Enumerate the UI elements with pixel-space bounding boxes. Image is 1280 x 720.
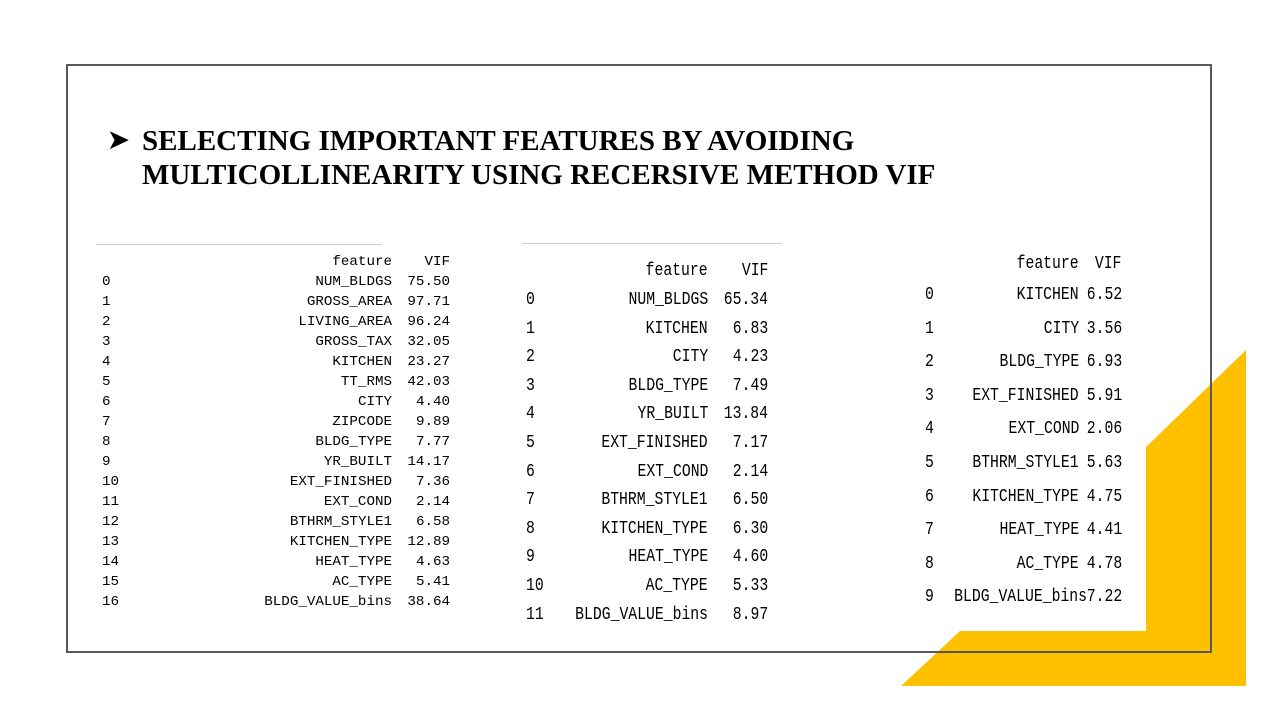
feature-cell (526, 290, 708, 310)
feature-cell-text: BLDG_VALUE_bins (954, 587, 1088, 608)
feature-cell (102, 294, 392, 310)
feature-cell-text: AC_TYPE (332, 574, 392, 590)
vif-cell-text: 2.06 (1086, 419, 1123, 440)
vif-cell-text: VIF (741, 261, 768, 281)
vif-cell (392, 394, 450, 410)
feature-cell (102, 414, 392, 430)
vif-cell (708, 576, 768, 596)
vif-cell (392, 574, 450, 590)
row-index-text: 5 (102, 374, 111, 390)
feature-cell-text: feature (645, 261, 708, 281)
vif-cell-text: 13.84 (723, 404, 768, 425)
vif-cell-text: 5.33 (732, 576, 768, 596)
vif-cell (708, 261, 768, 281)
feature-cell (102, 274, 392, 290)
vif-cell-text: 5.91 (1086, 385, 1123, 406)
row-index-text: 2 (102, 314, 111, 330)
feature-cell-text: BLDG_VALUE_bins (264, 594, 392, 610)
feature-cell-text: ZIPCODE (332, 414, 392, 430)
feature-cell (102, 254, 392, 270)
feature-cell-text: AC_TYPE (1016, 553, 1079, 574)
vif-cell (1079, 487, 1121, 507)
vif-cell-text: 6.30 (732, 518, 768, 539)
vif-cell-text: 6.58 (415, 514, 450, 530)
row-index-text: 2 (925, 352, 934, 373)
vif-cell-text: 3.56 (1086, 318, 1123, 339)
feature-cell-text: BLDG_TYPE (315, 434, 392, 450)
feature-cell-text: AC_TYPE (645, 576, 708, 596)
row-index-text: 0 (526, 290, 535, 310)
vif-cell (1079, 285, 1121, 305)
feature-cell (102, 554, 392, 570)
feature-cell (925, 386, 1079, 406)
vif-cell-text: 7.36 (415, 474, 450, 490)
slide-heading (108, 124, 1108, 192)
vif-cell-text: 9.89 (415, 414, 450, 430)
table-2-divider (522, 243, 782, 244)
table-1-divider (96, 244, 382, 245)
feature-cell (102, 394, 392, 410)
vif-cell-text: 4.40 (415, 394, 450, 410)
feature-cell-text: KITCHEN (332, 354, 392, 370)
feature-cell-text: NUM_BLDGS (315, 274, 392, 290)
vif-cell-text: 38.64 (407, 594, 450, 610)
vif-cell (1079, 587, 1121, 607)
row-index-text: 6 (102, 394, 111, 410)
row-index-text: 11 (526, 604, 544, 625)
row-index-text: 8 (526, 518, 535, 539)
row-index-text: 14 (102, 554, 120, 570)
feature-cell (526, 319, 708, 339)
feature-cell (102, 494, 392, 510)
row-index-text: 1 (526, 318, 535, 339)
row-index-text: 3 (526, 375, 535, 396)
vif-cell (1079, 419, 1121, 439)
vif-cell-text: 6.83 (732, 318, 768, 339)
feature-cell (925, 520, 1079, 540)
vif-cell-text: 7.17 (732, 433, 768, 453)
vif-cell (708, 605, 768, 625)
feature-cell-text: feature (1016, 254, 1079, 274)
feature-cell-text: HEAT_TYPE (628, 547, 708, 568)
vif-cell-text: 32.05 (407, 334, 450, 350)
feature-cell-text: NUM_BLDGS (628, 290, 708, 310)
feature-cell (925, 319, 1079, 339)
row-index-text: 5 (925, 453, 934, 473)
vif-cell-text: 8.97 (732, 604, 768, 625)
row-index-text: 3 (102, 334, 111, 350)
feature-cell-text: CITY (672, 347, 708, 368)
vif-cell (392, 274, 450, 290)
feature-cell-text: KITCHEN (1016, 285, 1079, 305)
vif-cell (1079, 352, 1121, 372)
vif-cell (708, 462, 768, 482)
feature-cell (102, 574, 392, 590)
feature-cell-text: CITY (1043, 318, 1079, 339)
feature-cell (526, 404, 708, 424)
row-index-text: 8 (102, 434, 111, 450)
feature-cell (102, 354, 392, 370)
vif-cell-text: 6.50 (732, 490, 768, 511)
vif-cell (1079, 319, 1121, 339)
feature-cell (102, 534, 392, 550)
row-index-text: 7 (102, 414, 111, 430)
row-index-text: 9 (102, 454, 111, 470)
feature-cell (925, 352, 1079, 372)
row-index-text: 2 (526, 347, 535, 368)
vif-cell (392, 474, 450, 490)
feature-cell (526, 433, 708, 453)
feature-cell (925, 254, 1079, 274)
vif-cell (392, 434, 450, 450)
vif-cell (392, 354, 450, 370)
row-index-text: 12 (102, 514, 120, 530)
vif-cell-text: 4.41 (1086, 520, 1123, 541)
feature-cell (102, 314, 392, 330)
vif-cell (392, 254, 450, 270)
row-index-text: 3 (925, 385, 934, 406)
feature-cell-text: GROSS_AREA (306, 294, 392, 310)
vif-cell-text: 97.71 (407, 294, 450, 310)
row-index-text: 4 (925, 419, 934, 440)
vif-cell (392, 294, 450, 310)
heading-line-2: MULTICOLLINEARITY USING RECERSIVE METHOD VIF (142, 159, 936, 191)
vif-cell-text: 75.50 (407, 274, 450, 290)
feature-cell-text: EXT_COND (323, 494, 392, 510)
row-index-text: 13 (102, 534, 120, 550)
feature-cell (526, 547, 708, 567)
row-index-text: 6 (925, 486, 934, 507)
vif-cell (1079, 520, 1121, 540)
vif-cell-text: 2.14 (415, 494, 450, 510)
vif-cell-text: 4.63 (415, 554, 450, 570)
row-index-text: 0 (102, 274, 111, 290)
vif-cell (392, 534, 450, 550)
feature-cell (526, 462, 708, 482)
row-index-text: 9 (526, 547, 535, 568)
row-index-text: 4 (102, 354, 111, 370)
row-index-text: 9 (925, 587, 934, 608)
row-index-text: 0 (925, 285, 934, 305)
row-index-text: 7 (526, 490, 535, 511)
feature-cell (102, 514, 392, 530)
feature-cell (102, 474, 392, 490)
vif-cell-text: 4.60 (732, 547, 768, 568)
vif-cell (708, 547, 768, 567)
vif-cell (392, 314, 450, 330)
feature-cell (102, 434, 392, 450)
feature-cell-text: BTHRM_STYLE1 (289, 514, 392, 530)
feature-cell (925, 419, 1079, 439)
vif-cell (392, 334, 450, 350)
vif-cell-text: 4.75 (1086, 486, 1123, 507)
vif-cell (392, 594, 450, 610)
row-index-text: 4 (526, 404, 535, 425)
feature-cell-text: KITCHEN_TYPE (972, 486, 1079, 507)
feature-cell (102, 334, 392, 350)
feature-cell (925, 587, 1088, 608)
vif-cell-text: 4.78 (1086, 553, 1123, 574)
vif-cell-text: 7.22 (1086, 587, 1123, 608)
vif-cell-text: 5.63 (1086, 453, 1123, 473)
row-index-text: 5 (526, 433, 535, 453)
vif-cell-text: VIF (1094, 254, 1121, 274)
feature-cell-text: KITCHEN_TYPE (289, 534, 392, 550)
vif-cell-text: 4.23 (732, 347, 768, 368)
vif-cell (1079, 254, 1121, 274)
row-index-text: 1 (925, 318, 934, 339)
vif-cell (708, 490, 768, 510)
row-index-text: 15 (102, 574, 120, 590)
feature-cell-text: EXT_COND (1008, 419, 1079, 440)
vif-cell (708, 376, 768, 396)
row-index-text: 16 (102, 594, 120, 610)
vif-cell-text: VIF (424, 254, 450, 270)
feature-cell (102, 454, 392, 470)
heading-line-1: SELECTING IMPORTANT FEATURES BY AVOIDING (142, 125, 855, 157)
row-index-text: 11 (102, 494, 120, 510)
feature-cell (925, 487, 1079, 507)
row-index-text: 10 (526, 576, 544, 596)
feature-cell-text: feature (332, 254, 392, 270)
vif-cell-text: 23.27 (407, 354, 450, 370)
vif-cell-text: 2.14 (732, 461, 768, 482)
vif-cell (708, 433, 768, 453)
vif-cell (708, 319, 768, 339)
vif-cell-text: 5.41 (415, 574, 450, 590)
feature-cell-text: KITCHEN_TYPE (601, 518, 708, 539)
feature-cell (925, 554, 1079, 574)
feature-cell (526, 605, 708, 625)
vif-cell-text: 65.34 (723, 290, 768, 310)
vif-cell-text: 6.52 (1086, 285, 1123, 305)
vif-cell (392, 494, 450, 510)
vif-cell-text: 96.24 (407, 314, 450, 330)
row-index-text: 1 (102, 294, 111, 310)
row-index-text: 10 (102, 474, 120, 490)
feature-cell (526, 376, 708, 396)
feature-cell-text: HEAT_TYPE (315, 554, 392, 570)
row-index-text: 7 (925, 520, 934, 541)
feature-cell (526, 347, 708, 367)
feature-cell-text: HEAT_TYPE (999, 520, 1079, 541)
vif-cell (1079, 453, 1121, 473)
vif-cell (392, 514, 450, 530)
vif-cell (392, 454, 450, 470)
feature-cell (526, 261, 708, 281)
feature-cell (526, 490, 708, 510)
feature-cell (925, 285, 1079, 305)
feature-cell (102, 374, 392, 390)
feature-cell-text: EXT_FINISHED (289, 474, 392, 490)
feature-cell-text: EXT_FINISHED (601, 433, 708, 453)
feature-cell-text: BLDG_VALUE_bins (575, 604, 708, 625)
vif-cell-text: 7.49 (732, 375, 768, 396)
feature-cell (925, 453, 1079, 473)
feature-cell-text: BTHRM_STYLE1 (601, 490, 708, 511)
vif-cell (708, 404, 768, 424)
feature-cell (102, 594, 392, 610)
row-index-text: 8 (925, 553, 934, 574)
feature-cell-text: LIVING_AREA (298, 314, 392, 330)
vif-cell-text: 7.77 (415, 434, 450, 450)
feature-cell-text: BLDG_TYPE (628, 375, 708, 396)
vif-cell-text: 6.93 (1086, 352, 1123, 373)
vif-cell (392, 414, 450, 430)
vif-cell-text: 12.89 (407, 534, 450, 550)
feature-cell-text: TT_RMS (340, 374, 392, 390)
row-index-text: 6 (526, 461, 535, 482)
feature-cell-text: CITY (357, 394, 392, 410)
feature-cell-text: BLDG_TYPE (999, 352, 1079, 373)
vif-cell (392, 554, 450, 570)
vif-cell (1079, 554, 1121, 574)
vif-cell (708, 290, 768, 310)
arrow-bullet-icon: ➤ (108, 127, 129, 154)
feature-cell-text: GROSS_TAX (315, 334, 392, 350)
vif-cell (708, 519, 768, 539)
vif-cell-text: 14.17 (407, 454, 450, 470)
feature-cell-text: BTHRM_STYLE1 (972, 453, 1079, 473)
feature-cell-text: YR_BUILT (637, 404, 708, 425)
vif-cell-text: 42.03 (407, 374, 450, 390)
feature-cell-text: YR_BUILT (323, 454, 392, 470)
feature-cell-text: KITCHEN (645, 318, 708, 339)
feature-cell-text: EXT_COND (637, 461, 708, 482)
feature-cell-text: EXT_FINISHED (972, 385, 1079, 406)
vif-cell (392, 374, 450, 390)
feature-cell (526, 576, 708, 596)
vif-cell (1079, 386, 1121, 406)
feature-cell (526, 519, 708, 539)
vif-cell (708, 347, 768, 367)
